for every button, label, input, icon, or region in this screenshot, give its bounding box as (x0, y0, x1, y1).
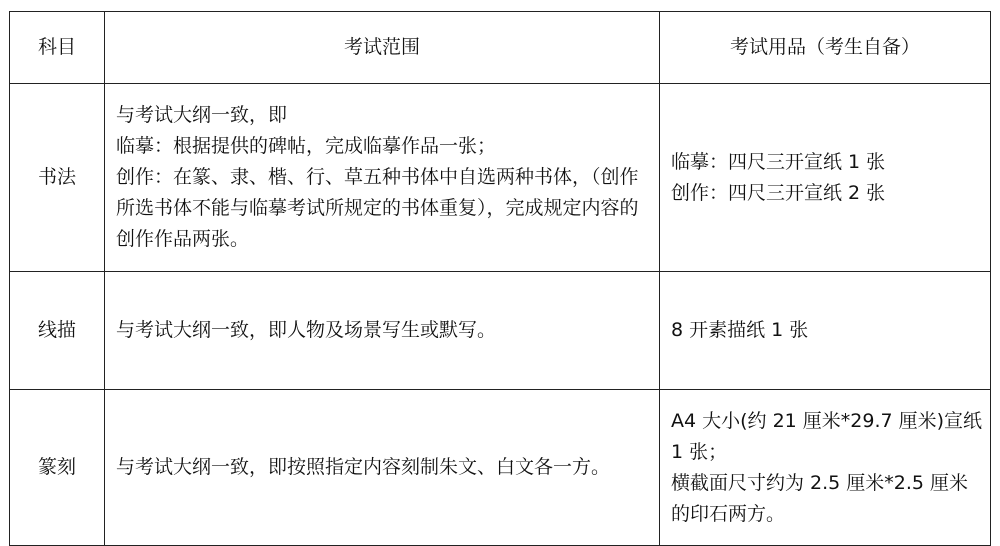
scope-line: 与考试大纲一致，即 (116, 104, 288, 126)
scope-line: 创作：在篆、隶、楷、行、草五种书体中自选两种书体，（创作所选书体不能与临摹考试所规定的书体重复），完成规定内容的创作作品两张。 (116, 166, 639, 250)
table-header-row (10, 12, 991, 84)
header-exam-scope: 考试范围 (105, 12, 660, 84)
table-row (10, 272, 991, 390)
subject-cell: 书法 (10, 84, 105, 272)
supplies-cell (660, 390, 991, 546)
supplies-line: 临摹：四尺三开宣纸 1 张 (671, 150, 886, 173)
supplies-cell (660, 84, 991, 272)
subject-cell: 线描 (10, 272, 105, 390)
table-row (10, 390, 991, 546)
header-subject: 科目 (10, 12, 105, 84)
scope-line: 与考试大纲一致，即按照指定内容刻制朱文、白文各一方。 (116, 456, 611, 478)
supplies-cell (660, 272, 991, 390)
scope-line: 临摹：根据提供的碑帖，完成临摹作品一张； (116, 135, 497, 157)
scope-cell (105, 272, 660, 390)
supplies-line: 创作：四尺三开宣纸 2 张 (671, 181, 886, 204)
exam-requirements-table (9, 11, 991, 546)
supplies-line: 8 开素描纸 1 张 (671, 319, 809, 341)
table-row (10, 84, 991, 272)
supplies-line: A4 大小(约 21 厘米*29.7 厘米)宣纸 1 张； (671, 409, 983, 463)
scope-line: 与考试大纲一致，即人物及场景写生或默写。 (116, 319, 497, 341)
scope-cell (105, 84, 660, 272)
scope-cell (105, 390, 660, 546)
header-exam-supplies: 考试用品（考生自备） (660, 12, 991, 84)
subject-cell: 篆刻 (10, 390, 105, 546)
supplies-line: 横截面尺寸约为 2.5 厘米*2.5 厘米的印石两方。 (671, 471, 969, 525)
